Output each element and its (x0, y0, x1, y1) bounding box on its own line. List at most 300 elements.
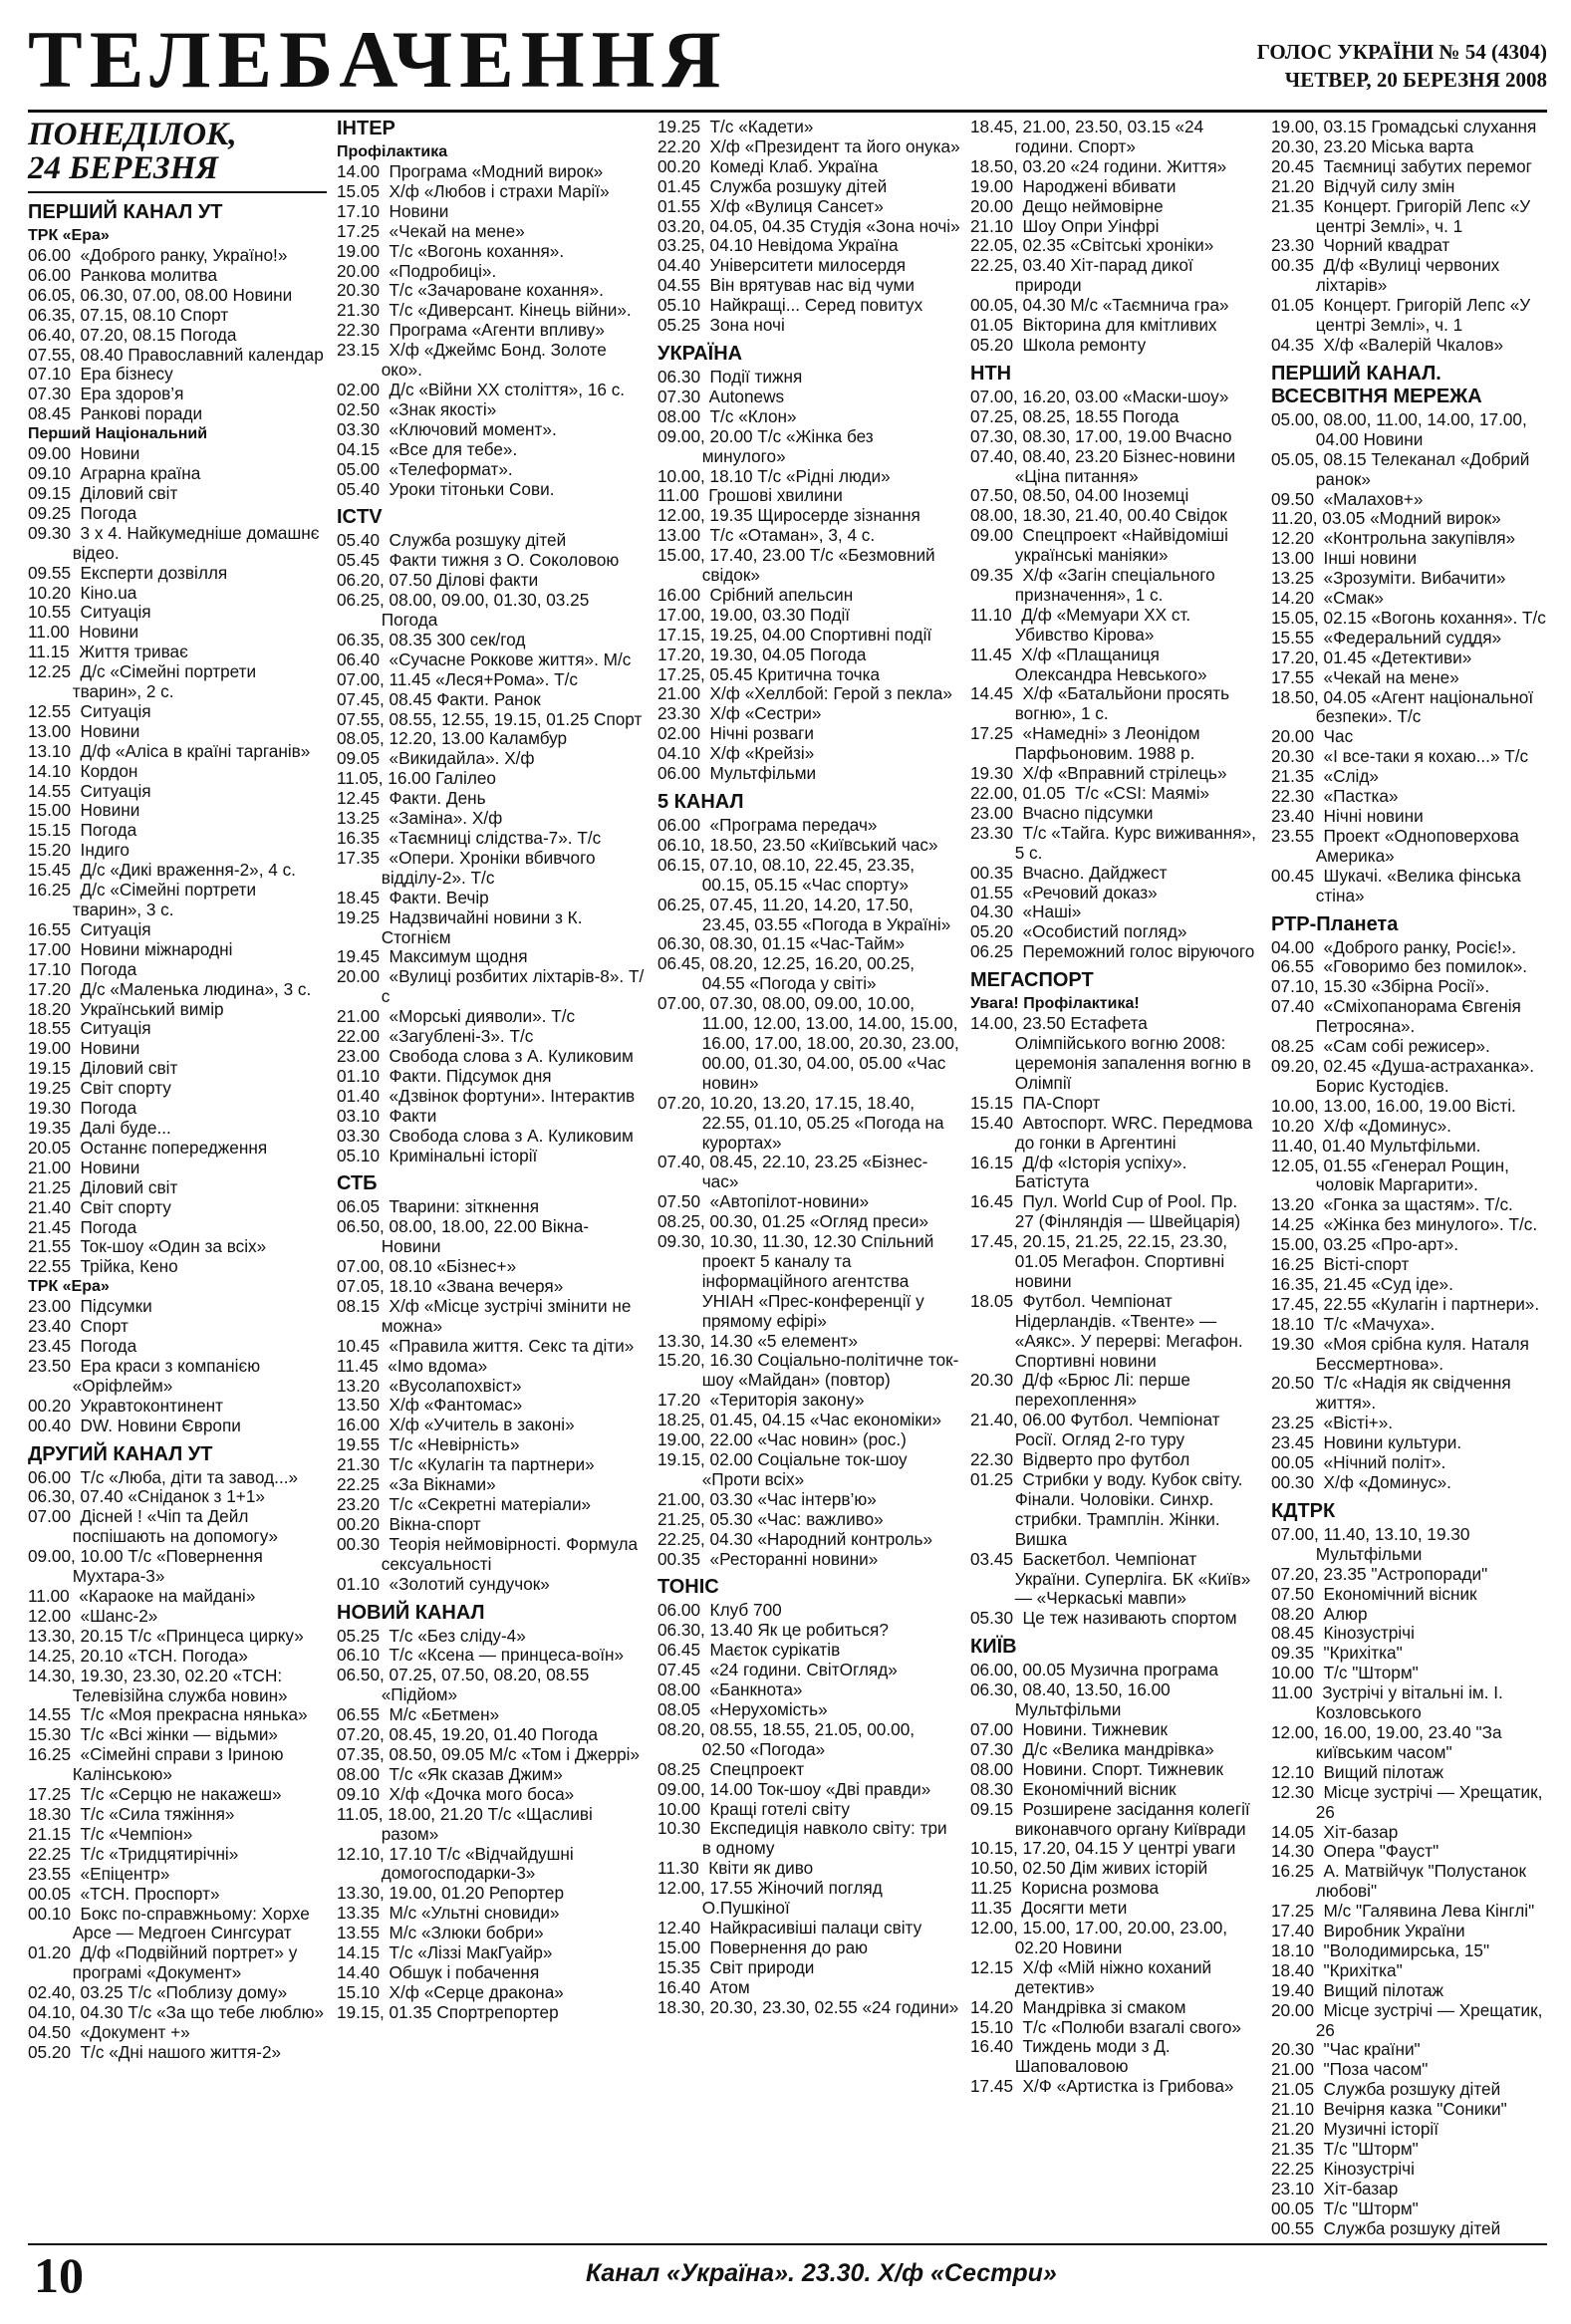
program-line: 12.45 Факти. День (337, 788, 486, 809)
program-line: 04.40 Університети милосердя (657, 255, 907, 276)
program-highlight: Канал «Україна». 23.30. Х/ф «Сестри» (586, 2259, 1057, 2287)
program-line: 18.20 Український вимір (28, 998, 224, 1019)
program-line: 13.50 Х/ф «Фантомас» (337, 1395, 523, 1416)
program-line: 07.10 Ера бізнесу (28, 364, 173, 385)
program-line: 07.40, 08.40, 23.20 Бізнес-новини «Ціна питання» (970, 445, 1240, 486)
program-line: 03.10 Факти (337, 1105, 437, 1126)
program-line: 10.30 Експедиція навколо світу: три в одному (657, 1818, 952, 1859)
program-line: 21.20 Відчуй силу змін (1271, 175, 1455, 196)
program-line: 21.00, 03.30 «Час інтерв’ю» (657, 1488, 877, 1509)
program-line: 13.20 «Гонка за щастям». Т/с. (1271, 1194, 1513, 1215)
program-line: 19.15, 01.35 Спортрепортер (337, 2001, 559, 2022)
program-line: 15.20, 16.30 Соціально-політичне ток-шоу «Майдан» (повтор) (657, 1350, 959, 1391)
program-line: 04.30 «Наші» (970, 902, 1082, 922)
program-line: 20.00 «Вулиці розбитих ліхтарів-8». Т/с (337, 966, 645, 1007)
program-line: 05.05, 08.15 Телеканал «Добрий ранок» (1271, 448, 1535, 489)
program-line: 17.20, 01.45 «Детективи» (1271, 646, 1472, 667)
program-line: 06.25 Переможний голос віруючого (970, 941, 1255, 962)
program-line: 04.00 «Доброго ранку, Росіє!». (1271, 936, 1517, 957)
program-line: 14.20 «Смак» (1271, 588, 1384, 609)
program-line: 05.10 Найкращі... Серед повитух (657, 295, 923, 316)
program-line: 10.55 Ситуація (28, 602, 151, 623)
program-line: 14.55 Ситуація (28, 780, 151, 801)
program-line: 09.10 Х/ф «Дочка мого боса» (337, 1783, 575, 1804)
program-line: 15.35 Світ природи (657, 1956, 815, 1977)
section-title: ТЕЛЕБАЧЕННЯ (28, 14, 728, 105)
program-line: 17.25 М/с "Галявина Лева Кінглі" (1271, 1901, 1535, 1922)
program-line: 21.00 Новини (28, 1157, 140, 1177)
program-line: 22.55 Трійка, Кено (28, 1256, 178, 1277)
program-line: 20.00 Дещо неймовірне (970, 195, 1164, 216)
program-line: 23.00 Свобода слова з А. Куликовим (337, 1045, 634, 1066)
program-line: 09.10 Аграрна країна (28, 463, 201, 484)
program-line: 06.10 Т/с «Ксена — принцеса-воїн» (337, 1645, 625, 1666)
program-line: 11.00 Грошові хвилини (657, 485, 843, 506)
program-line: 23.30 Т/с «Тайга. Курс виживання», 5 с. (970, 822, 1261, 863)
program-line: 01.10 Факти. Підсумок дня (337, 1065, 552, 1086)
program-line: 09.30 3 х 4. Найкумедніше домашнє відео. (28, 522, 325, 563)
program-line: 06.50, 08.00, 18.00, 22.00 Вікна-Новини (337, 1216, 590, 1257)
program-line: 08.20, 08.55, 18.55, 21.05, 00.00, 02.50 «Погода» (657, 1718, 919, 1759)
program-line: 22.25 Т/с «Тридцятирічні» (28, 1843, 239, 1864)
program-line: 09.50 «Малахов+» (1271, 488, 1424, 509)
program-line: 02.00 Д/с «Війни ХХ століття», 16 с. (337, 379, 626, 399)
program-line: 07.50 Економічний вісник (1271, 1583, 1477, 1604)
program-line: 00.35 Д/ф «Вулиці червоних ліхтарів» (1271, 255, 1505, 296)
program-line: 11.25 Корисна розмова (970, 1878, 1160, 1899)
program-line: 18.25, 01.45, 04.15 «Час економіки» (657, 1410, 942, 1430)
program-line: 23.50 Ера краси з компанією «Оріфлейм» (28, 1355, 265, 1396)
program-line: 07.00 Дісней ! «Чіп та Дейл поспішають на допомогу» (28, 1506, 279, 1547)
program-line: 07.40, 08.45, 22.10, 23.25 «Бізнес-час» (657, 1152, 928, 1192)
program-line: 09.00, 14.00 Ток-шоу «Дві правди» (657, 1778, 931, 1799)
program-line: 10.50, 02.50 Дім живих історій (970, 1858, 1208, 1879)
program-line: 15.10 Х/ф «Серце дракона» (337, 1981, 564, 2002)
program-line: 11.05, 16.00 Галілео (337, 768, 496, 789)
program-line: 23.20 Т/с «Секретні матеріали» (337, 1494, 592, 1514)
program-line: 15.00 Повернення до раю (657, 1937, 869, 1957)
program-line: 05.30 Це теж називають спортом (970, 1608, 1237, 1629)
program-line: 16.40 Тиждень моди з Д. Шаповаловою (970, 2036, 1176, 2077)
program-line: 21.55 Ток-шоу «Один за всіх» (28, 1236, 267, 1257)
program-line: 20.30 "Час країни" (1271, 2039, 1421, 2060)
program-line: 23.40 Спорт (28, 1316, 129, 1337)
program-line: 23.30 Х/ф «Сестри» (657, 703, 822, 724)
program-line: 07.05, 18.10 «Звана вечеря» (337, 1276, 564, 1297)
program-line: 12.30 Місце зустрічі — Хрещатик, 26 (1271, 1781, 1548, 1822)
program-line: 07.45, 08.45 Факти. Ранок (337, 688, 541, 709)
program-line: 02.00 Нічні розваги (657, 723, 815, 744)
channel-name: МЕГАСПОРТ (970, 969, 1094, 992)
program-line: 08.45 Кінозустрічі (1271, 1623, 1415, 1644)
program-line: 07.00, 07.30, 08.00, 09.00, 10.00, 11.00, 12.00, 13.00, 14.00, 15.00, 16.00, 17.00, 18.00, 20.30, 23.00, 00.00, 01.30, 04.00, 05.00 «Час новин» (657, 993, 964, 1093)
program-line: 21.00 Х/ф «Хеллбой: Герой з пекла» (657, 683, 952, 704)
program-line: 18.50, 03.20 «24 години. Життя» (970, 155, 1227, 176)
channel-subheading: ТРК «Ера» (28, 1278, 110, 1296)
program-line: 06.00 «Доброго ранку, Україно!» (28, 245, 288, 265)
program-line: 06.40, 07.20, 08.15 Погода (28, 324, 237, 345)
program-line: 06.30, 08.30, 01.15 «Час-Тайм» (657, 933, 906, 954)
program-line: 22.25 Кінозустрічі (1271, 2158, 1415, 2179)
program-line: 07.50 «Автопілот-новини» (657, 1191, 870, 1212)
program-line: 01.40 «Дзвінок фортуни». Інтерактив (337, 1085, 636, 1106)
program-line: 12.00 «Шанс-2» (28, 1605, 158, 1626)
program-line: 17.25 Т/с «Серцю не накажеш» (28, 1784, 282, 1805)
program-line: 08.05 «Нерухомість» (657, 1698, 828, 1719)
program-line: 15.00, 17.40, 23.00 Т/с «Безмовний свідок» (657, 545, 940, 586)
program-line: 18.45 Факти. Вечір (337, 887, 489, 907)
listing-column-3 (657, 117, 964, 2237)
program-line: 11.10 Д/ф «Мемуари ХХ ст. Убивство Кірова» (970, 604, 1195, 645)
program-line: 20.00 Час (1271, 726, 1354, 747)
program-line: 23.25 «Вісті+». (1271, 1413, 1394, 1433)
program-line: 06.45 Маєток сурікатів (657, 1640, 841, 1661)
program-line: 17.15, 19.25, 04.00 Спортивні події (657, 624, 932, 645)
program-line: 22.30 Програма «Агенти впливу» (337, 320, 605, 341)
program-line: 23.45 Погода (28, 1336, 137, 1357)
program-line: 09.30, 10.30, 11.30, 12.30 Спільний проект 5 каналу та інформаційного агентства УНІАН «Прес-конференції у прямому ефірі» (657, 1231, 939, 1331)
program-line: 09.25 Погода (28, 502, 137, 523)
program-line: 16.25 Вісті-спорт (1271, 1254, 1410, 1275)
program-line: 13.00 Інші новини (1271, 548, 1418, 569)
program-line: 03.30 Свобода слова з А. Куликовим (337, 1125, 634, 1146)
program-line: 15.15 Погода (28, 820, 137, 841)
program-line: 00.20 Вікна-спорт (337, 1513, 481, 1534)
program-line: 06.30 Події тижня (657, 366, 803, 387)
program-line: 08.00 Т/с «Клон» (657, 405, 797, 426)
program-line: 02.50 «Знак якості» (337, 398, 497, 419)
program-line: 05.25 Т/с «Без сліду-4» (337, 1625, 526, 1646)
program-line: 19.40 Вищий пілотаж (1271, 1979, 1444, 2000)
program-line: 06.05 Тварини: зіткнення (337, 1196, 540, 1217)
channel-name: НТН (970, 362, 1012, 385)
program-line: 17.20 «Територія закону» (657, 1390, 865, 1411)
program-line: 07.30 Д/с «Велика мандрівка» (970, 1738, 1214, 1759)
program-line: 11.00 Зустрічі у вітальні ім. І. Козловського (1271, 1682, 1508, 1723)
program-line: 22.20 Х/ф «Президент та його онука» (657, 135, 960, 156)
program-line: 00.35 «Ресторанні новини» (657, 1548, 879, 1569)
program-line: 07.25, 08.25, 18.55 Погода (970, 405, 1179, 426)
program-line: 14.55 Т/с «Моя прекрасна нянька» (28, 1704, 308, 1725)
program-line: 06.00 Т/с «Люба, діти та завод...» (28, 1466, 299, 1487)
program-line: 06.30, 13.40 Як це робиться? (657, 1620, 889, 1641)
program-line: 04.10 Х/ф «Крейзі» (657, 743, 815, 764)
program-line: 21.35 Концерт. Григорій Лепс «У центрі Землі», ч. 1 (1271, 195, 1536, 236)
program-line: 22.00, 01.05 Т/с «CSI: Маямі» (970, 783, 1210, 803)
program-line: 13.00 Т/с «Отаман», 3, 4 с. (657, 525, 876, 546)
program-line: 18.10 Т/с «Мачуха». (1271, 1313, 1436, 1334)
program-line: 13.30, 14.30 «5 елемент» (657, 1330, 859, 1351)
program-line: 10.20 Кіно.ua (28, 582, 137, 603)
program-line: 08.25 Спецпроект (657, 1758, 805, 1779)
program-line: 15.30 Т/с «Всі жінки — відьми» (28, 1724, 278, 1745)
program-line: 06.00 «Програма передач» (657, 815, 878, 835)
program-line: 06.45, 08.20, 12.25, 16.20, 00.25, 04.55 «Погода у світі» (657, 953, 919, 994)
program-line: 03.20, 04.05, 04.35 Студія «Зона ночі» (657, 215, 960, 236)
program-line: 13.00 Новини (28, 720, 140, 741)
channel-name: ПЕРШИЙ КАНАЛ УТ (28, 201, 223, 223)
program-line: 07.55, 08.55, 12.55, 19.15, 01.25 Спорт (337, 708, 643, 729)
program-line: 06.15, 07.10, 08.10, 22.45, 23.35, 00.15, 05.15 «Час спорту» (657, 854, 919, 895)
program-line: 21.20 Музичні історії (1271, 2119, 1439, 2140)
program-line: 10.00 Т/с "Шторм" (1271, 1663, 1419, 1683)
listing-column-5 (1271, 118, 1547, 2237)
program-line: 13.25 «Заміна». Х/ф (337, 808, 503, 829)
listing-column-4 (970, 118, 1259, 2237)
program-line: 16.35 «Таємниці слідства-7». Т/с (337, 828, 602, 848)
program-line: 22.25 «За Вікнами» (337, 1474, 496, 1495)
program-line: 21.25, 05.30 «Час: важливо» (657, 1508, 884, 1529)
program-line: 19.15, 02.00 Соціальне ток-шоу «Проти всіх» (657, 1449, 913, 1489)
program-line: 06.10, 18.50, 23.50 «Київський час» (657, 834, 938, 855)
program-line: 23.00 Підсумки (28, 1296, 152, 1317)
program-line: 08.00 Т/с «Як сказав Джим» (337, 1763, 563, 1784)
program-line: 11.35 Досягти мети (970, 1898, 1128, 1919)
program-line: 12.05, 01.55 «Генерал Рощин, чоловік Маргарити». (1271, 1155, 1514, 1195)
program-line: 20.05 Останнє попередження (28, 1137, 268, 1158)
program-line: 19.30 Погода (28, 1098, 137, 1119)
listing-column-2 (337, 118, 646, 2237)
program-line: 15.05 Х/ф «Любов і страхи Марії» (337, 180, 610, 201)
program-line: 16.00 Х/ф «Учитель в законі» (337, 1415, 575, 1435)
program-line: 14.45 Х/ф «Батальйони просять вогню», 1 с. (970, 683, 1234, 724)
program-line: 21.40, 06.00 Футбол. Чемпіонат Росії. Огляд 2-го туру (970, 1410, 1225, 1450)
program-line: 00.05, 04.30 М/с «Таємнича гра» (970, 295, 1229, 316)
program-line: 08.20 Алюр (1271, 1603, 1368, 1624)
program-line: 04.15 «Все для тебе». (337, 438, 518, 459)
program-line: 17.10 Новини (337, 200, 449, 221)
program-line: 19.55 Т/с «Невірність» (337, 1434, 520, 1455)
program-line: 05.40 Служба розшуку дітей (337, 530, 567, 551)
program-line: 20.00 Місце зустрічі — Хрещатик, 26 (1271, 1999, 1548, 2040)
program-line: 05.20 Т/с «Дні нашого життя-2» (28, 2041, 282, 2062)
program-line: 11.00 Новини (28, 622, 139, 643)
program-line: 06.55 «Говоримо без помилок». (1271, 956, 1528, 977)
program-line: 17.25 «Чекай на мене» (337, 220, 525, 241)
program-line: 06.50, 07.25, 07.50, 08.20, 08.55 «Підйом» (337, 1665, 595, 1705)
program-line: 20.30 Д/ф «Брюс Лі: перше перехоплення» (970, 1370, 1195, 1411)
program-line: 16.25 Д/с «Сімейні портрети тварин», 3 с. (28, 880, 261, 919)
program-line: 21.10 Шоу Опри Уінфрі (970, 215, 1160, 236)
program-line: 19.45 Максимум щодня (337, 946, 528, 967)
program-line: 21.10 Вечірня казка "Соники" (1271, 2099, 1507, 2120)
program-line: 21.35 Т/с "Шторм" (1271, 2139, 1419, 2159)
program-line: 17.00, 19.00, 03.30 Події (657, 604, 851, 625)
program-line: 13.30, 20.15 Т/с «Принцеса цирку» (28, 1625, 304, 1646)
program-line: 15.45 Д/с «Дикі враження-2», 4 с. (28, 860, 296, 881)
program-line: 06.00 Ранкова молитва (28, 264, 218, 285)
program-line: 21.30 Т/с «Диверсант. Кінець війни». (337, 300, 632, 321)
program-line: 00.05 Т/с "Шторм" (1271, 2197, 1419, 2218)
program-line: 20.30, 23.20 Міська варта (1271, 135, 1474, 156)
program-line: 00.45 Шукачі. «Велика фінська стіна» (1271, 865, 1526, 905)
program-line: 23.00 Вчасно підсумки (970, 802, 1154, 823)
program-line: 03.25, 04.10 Невідома Україна (657, 235, 899, 256)
program-line: 19.00 Т/с «Вогонь кохання». (337, 240, 565, 261)
channel-name: НОВИЙ КАНАЛ (337, 1601, 485, 1624)
program-line: 14.30, 19.30, 23.30, 02.20 «ТСН: Телевізійна служба новин» (28, 1665, 288, 1705)
program-line: 01.55 «Речовий доказ» (970, 882, 1158, 903)
program-line: 06.25, 07.45, 11.20, 14.20, 17.50, 23.45, 03.55 «Погода в Україні» (657, 894, 951, 934)
channel-name: РТР-Планета (1271, 912, 1399, 935)
program-line: 08.25 «Сам собі режисер». (1271, 1036, 1490, 1057)
program-line: 07.00, 11.45 «Леся+Рома». Т/с (337, 668, 579, 689)
program-line: 10.45 «Правила життя. Секс та діти» (337, 1335, 635, 1356)
program-line: 04.35 Х/ф «Валерій Чкалов» (1271, 334, 1504, 355)
program-line: 20.50 Т/с «Надія як свідчення життя». (1271, 1373, 1516, 1414)
program-line: 11.15 Життя триває (28, 642, 188, 662)
program-line: 21.30 Т/с «Кулагін та партнери» (337, 1454, 595, 1475)
program-line: 12.55 Ситуація (28, 700, 151, 721)
program-line: 15.00 Новини (28, 800, 140, 821)
program-line: 07.45 «24 години. СвітОгляд» (657, 1660, 898, 1680)
program-line: 14.10 Кордон (28, 760, 138, 781)
program-line: 01.10 «Золотий сундучок» (337, 1573, 550, 1594)
program-line: 19.15 Діловий світ (28, 1058, 178, 1079)
program-line: 10.00, 13.00, 16.00, 19.00 Вісті. (1271, 1095, 1516, 1116)
program-line: 16.55 Ситуація (28, 918, 151, 939)
program-line: 16.35, 21.45 «Суд іде». (1271, 1273, 1453, 1294)
program-line: 14.15 Т/с «Ліззі МакГуайр» (337, 1942, 553, 1963)
program-line: 18.40 "Крихітка" (1271, 1959, 1403, 1980)
program-line: 20.30 Т/с «Зачароване кохання». (337, 280, 604, 301)
listing-column-1 (28, 118, 327, 2237)
program-line: 00.30 Х/ф «Доминус». (1271, 1472, 1451, 1492)
program-line: 08.30 Економічний вісник (970, 1778, 1177, 1799)
program-line: 22.25, 03.40 Хіт-парад дикої природи (970, 255, 1198, 296)
program-line: 04.55 Він врятував нас від чуми (657, 275, 915, 296)
program-line: 18.55 Ситуація (28, 1018, 151, 1039)
channel-name: 5 КАНАЛ (657, 791, 744, 813)
program-line: 19.00 Новини (28, 1038, 140, 1059)
program-line: 06.00, 00.05 Музична програма (970, 1660, 1218, 1680)
program-line: 01.25 Стрибки у воду. Кубок світу. Фінали. Чоловіки. Синхр. стрибки. Трамплін. Жінки. Вишка (970, 1469, 1248, 1549)
program-line: 17.45, 22.55 «Кулагін і партнери». (1271, 1293, 1540, 1314)
program-line: 21.05 Служба розшуку дітей (1271, 2079, 1501, 2100)
program-line: 00.05 «ТСН. Проспорт» (28, 1883, 220, 1904)
channel-name: СТБ (337, 1172, 378, 1195)
program-line: 07.20, 10.20, 13.20, 17.15, 18.40, 22.55, 01.10, 05.25 «Погода на курортах» (657, 1092, 949, 1153)
program-line: 21.00 "Поза часом" (1271, 2059, 1429, 2080)
program-line: 05.00, 08.00, 11.00, 14.00, 17.00, 04.00 Новини (1271, 408, 1532, 449)
program-line: 21.40 Світ спорту (28, 1196, 171, 1217)
program-line: 17.25, 05.45 Критична точка (657, 663, 881, 684)
program-line: 10.15, 17.20, 04.15 У центрі уваги (970, 1838, 1236, 1859)
program-line: 17.35 «Опери. Хроніки вбивчого відділу-2». Т/с (337, 847, 601, 888)
program-line: 22.30 Відверто про футбол (970, 1449, 1190, 1470)
program-line: 06.55 М/с «Бетмен» (337, 1704, 500, 1725)
program-line: 19.25 Світ спорту (28, 1078, 171, 1099)
channel-name: КИЇВ (970, 1636, 1017, 1659)
program-line: 11.45 «Імо вдома» (337, 1355, 488, 1376)
program-line: 09.00 Новини (28, 443, 140, 464)
program-line: 12.00, 16.00, 19.00, 23.40 "За київським часом" (1271, 1721, 1507, 1762)
program-line: 08.00 Новини. Спорт. Тижневик (970, 1758, 1224, 1779)
program-line: 00.30 Теорія неймовірності. Формула сексуальності (337, 1533, 643, 1574)
channel-name: ДРУГИЙ КАНАЛ УТ (28, 1442, 213, 1465)
program-line: 00.20 Комеді Клаб. Україна (657, 155, 879, 176)
program-line: 19.30 Х/ф «Вправний стрілець» (970, 763, 1227, 784)
page-number: 10 (34, 2247, 84, 2303)
program-line: 20.45 Таємниці забутих перемог (1271, 155, 1532, 176)
program-line: 07.35, 08.50, 09.05 М/с «Том і Джеррі» (337, 1743, 641, 1764)
program-line: 12.10, 17.10 Т/с «Відчайдушні домогосподарки-3» (337, 1843, 579, 1884)
program-line: 04.10, 04.30 Т/с «За що тебе люблю» (28, 2002, 325, 2023)
program-line: 05.00 «Телеформат». (337, 458, 513, 479)
program-line: 00.35 Вчасно. Дайджест (970, 862, 1168, 883)
program-line: 08.15 Х/ф «Місце зустрічі змінити не можна» (337, 1295, 637, 1336)
issue-info (1257, 38, 1547, 94)
program-line: 12.15 Х/ф «Мій ніжно коханий детектив» (970, 1956, 1216, 1997)
program-line: 19.25 Т/с «Кадети» (657, 117, 814, 136)
program-line: 07.55, 08.40 Православний календар (28, 344, 324, 365)
program-line: 22.00 «Загублені-3». Т/с (337, 1026, 534, 1047)
channel-subheading: ТРК «Ера» (28, 227, 110, 244)
channel-subheading: Увага! Профілактика! (970, 995, 1140, 1013)
program-line: 07.20, 23.35 "Астропоради" (1271, 1563, 1488, 1584)
program-line: 14.25, 20.10 «ТСН. Погода» (28, 1645, 248, 1666)
program-line: 08.00, 18.30, 21.40, 00.40 Свідок (970, 505, 1227, 526)
channel-subheading: Профілактика (337, 143, 448, 160)
program-line: 23.15 Х/ф «Джеймс Бонд. Золоте око». (337, 340, 612, 381)
program-line: 07.20, 08.45, 19.20, 01.40 Погода (337, 1724, 599, 1745)
program-line: 20.00 «Подробиці». (337, 260, 497, 281)
program-line: 05.20 Школа ремонту (970, 334, 1147, 355)
program-line: 17.00 Новини міжнародні (28, 938, 233, 959)
program-line: 10.00, 18.10 Т/с «Рідні люди» (657, 465, 891, 486)
program-line: 00.55 Служба розшуку дітей (1271, 2217, 1501, 2238)
program-line: 21.00 «Морські дияволи». Т/с (337, 1006, 576, 1027)
program-line: 19.00, 03.15 Громадські слухання (1271, 117, 1537, 136)
channel-name: УКРАЇНА (657, 342, 743, 365)
program-line: 12.00, 17.55 Жіночий погляд О.Пушкіної (657, 1878, 888, 1919)
program-line: 14.25 «Жінка без минулого». Т/с. (1271, 1214, 1538, 1235)
program-line: 09.35 Х/ф «Загін спеціального призначення», 1 с. (970, 565, 1220, 605)
issue-date: ЧЕТВЕР, 20 БЕРЕЗНЯ 2008 (1284, 68, 1547, 92)
program-line: 21.35 «Слід» (1271, 766, 1379, 787)
program-line: 22.30 «Пастка» (1271, 786, 1399, 807)
program-line: 11.45 Х/ф «Плащаниця Олександра Невського» (970, 644, 1207, 684)
program-line: 00.40 DW. Новини Європи (28, 1415, 241, 1435)
program-line: 18.45, 21.00, 23.50, 03.15 «24 години. Спорт» (970, 117, 1208, 156)
program-line: 05.20 «Особистий погляд» (970, 921, 1187, 942)
program-line: 09.35 "Крихітка" (1271, 1643, 1403, 1664)
program-line: 09.55 Експерти дозвілля (28, 562, 228, 583)
program-line: 23.40 Нічні новини (1271, 806, 1424, 826)
program-line: 21.15 Т/с «Чемпіон» (28, 1823, 193, 1844)
program-line: 23.45 Новини культури. (1271, 1432, 1462, 1453)
program-line: 14.40 Обшук і побачення (337, 1961, 540, 1982)
program-line: 17.20 Д/с «Маленька людина», 3 с. (28, 978, 312, 999)
program-line: 17.20, 19.30, 04.05 Погода (657, 644, 867, 664)
program-line: 13.10 Д/ф «Аліса в країні тарганів» (28, 740, 311, 761)
program-line: 17.25 «Намедні» з Леонідом Парфьоновим. 1988 р. (970, 723, 1205, 764)
program-line: 12.25 Д/с «Сімейні портрети тварин», 2 с. (28, 661, 261, 702)
program-line: 08.25, 00.30, 01.25 «Огляд преси» (657, 1211, 929, 1232)
program-line: 11.05, 18.00, 21.20 Т/с «Щасливі разом» (337, 1803, 598, 1844)
program-line: 10.20 Х/ф «Доминус». (1271, 1115, 1451, 1136)
program-line: 19.30 «Моя срібна куля. Наталя Бессмертнова». (1271, 1333, 1534, 1374)
program-line: 13.35 М/с «Ультні сновиди» (337, 1903, 560, 1924)
program-line: 22.25, 04.30 «Народний контроль» (657, 1528, 933, 1549)
program-line: 07.10, 15.30 «Збірна Росії». (1271, 976, 1490, 997)
program-line: 14.00, 23.50 Естафета Олімпійського вогню 2008: церемонія запалення вогню в Олімпії (970, 1013, 1256, 1093)
program-line: 14.05 Хіт-базар (1271, 1821, 1399, 1842)
program-line: 07.30, 08.30, 17.00, 19.00 Вчасно (970, 425, 1232, 446)
program-line: 04.50 «Документ +» (28, 2021, 190, 2042)
program-line: 11.20, 03.05 «Модний вирок» (1271, 508, 1501, 529)
program-line: 03.45 Баскетбол. Чемпіонат України. Суперліга. БК «Київ» — «Черкаські мавпи» (970, 1548, 1256, 1609)
